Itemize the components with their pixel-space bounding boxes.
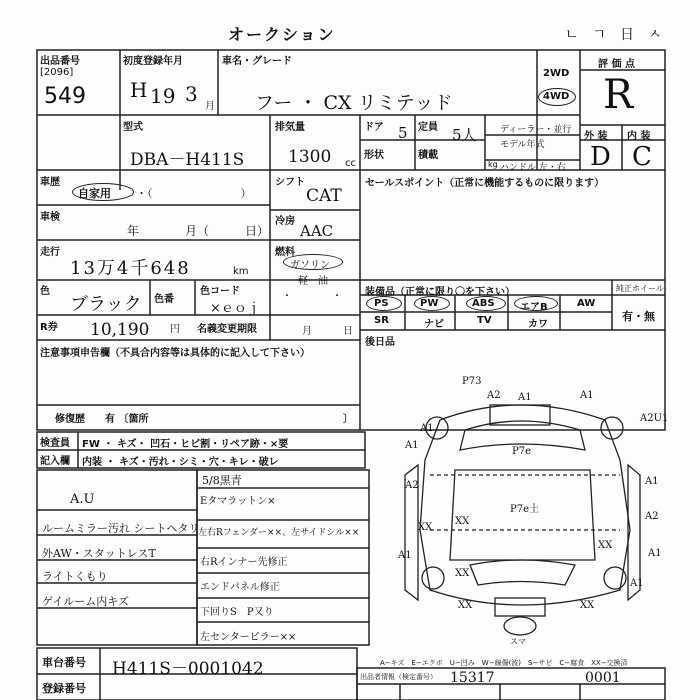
notes-label: 注意事項申告欄（不具合内容等は具体的に記入して下さい）: [40, 348, 310, 359]
remark-left-0: A.U: [70, 492, 95, 507]
inspector-label1: 検査員: [40, 438, 70, 449]
exterior-label: 外 装: [584, 131, 608, 142]
interior-label: 内 装: [627, 131, 651, 142]
diagram-mark: A2: [405, 480, 419, 491]
remark-left-1: ルームミラー汚れ シートヘタリ: [42, 522, 200, 535]
remark-right-4: エンドパネル修正: [200, 582, 280, 593]
registration-month: 3: [185, 82, 198, 106]
fuel-options: 軽 油: [298, 276, 328, 287]
equip-airbag-circle: [514, 296, 558, 311]
recycle-unit: 円: [170, 324, 180, 335]
displacement-label: 排気量: [275, 122, 305, 133]
inspector-label2: 記入欄: [40, 456, 70, 467]
color-code2-label: 色コード: [200, 286, 240, 297]
recycle-label: R券: [40, 322, 58, 333]
repair-history: 修復歴 有 〔箇所: [55, 414, 149, 425]
fuel-value: ガソリン: [290, 260, 330, 271]
inspection-label: 車検: [40, 212, 60, 223]
load-label: 積載: [418, 150, 438, 161]
remark-right-3: 右Rインナー先修正: [200, 557, 288, 568]
equip-ps: PS: [374, 298, 389, 309]
reg-change-month: 月: [302, 326, 312, 337]
type-value: DBA－H411S: [130, 150, 245, 170]
shape-label: 形状: [364, 150, 384, 161]
chassis-value: H411S－0001042: [112, 659, 264, 679]
diagram-mark: XX: [458, 600, 473, 611]
handle-label: ハンドル 左・右: [500, 163, 566, 173]
shift-value: CAT: [306, 186, 342, 206]
lot-label: 出品番号: [40, 56, 80, 67]
usage-label: 車歴: [40, 177, 60, 188]
remark-right-1: Eタマラットン×: [200, 496, 276, 507]
equip-airbag: エアB: [520, 302, 548, 313]
equip-pw: PW: [420, 298, 439, 309]
footer-label: 出品者情報（検定番号）: [360, 673, 437, 681]
diagram-mark: A2: [487, 390, 501, 401]
equip-aw: AW: [577, 298, 596, 309]
footer-value-0: 15317: [450, 670, 495, 686]
chassis-label: 車台番号: [42, 656, 86, 669]
footer-value-1: 0001: [585, 670, 621, 686]
diagram-mark: XX: [455, 516, 470, 527]
diagram-mark: P73: [462, 376, 482, 387]
diagram-mark: A2: [645, 511, 659, 522]
cooling-value: AAC: [300, 222, 334, 240]
displacement-unit: cc: [345, 158, 356, 169]
equip-abs-circle: [466, 296, 506, 311]
equip-pw-circle: [414, 296, 450, 311]
inspector-row2: 内装 ・ キズ・汚れ・シミ・穴・キレ・破レ: [82, 457, 279, 468]
interior-value: C: [632, 142, 652, 172]
exterior-value: D: [590, 142, 611, 172]
shift-label: シフト: [275, 177, 305, 188]
diagram-mark: A1: [398, 550, 412, 561]
inspector-row1: FW ・ キズ・ 凹石・ヒビ割・リペア跡・×要: [82, 439, 289, 450]
remark-right-2: 左右Rフェンダー××、左サイドシル××: [198, 528, 360, 538]
model-label: 車名・グレード: [222, 56, 292, 67]
fuel-label: 燃料: [275, 247, 295, 258]
remark-left-4: ゲイルーム内キズ: [42, 595, 130, 608]
equip-tv: TV: [477, 315, 492, 326]
repair-history-end: 〕: [343, 414, 353, 425]
mileage-value: 13万4千648: [70, 258, 191, 279]
rating-value: R: [603, 72, 634, 118]
lot-number: 549: [44, 84, 86, 109]
diagram-mark: P7e土: [510, 504, 540, 515]
diagram-mark: スマ: [510, 637, 526, 646]
reg-change-label: 名義変更期限: [197, 324, 257, 335]
inspection-day: 日）: [245, 224, 270, 238]
registration-label: 初度登録年月: [123, 56, 183, 67]
remark-right-5: 下回りS P又り: [200, 607, 274, 618]
doors-label: ドア: [364, 122, 384, 133]
diagram-mark: A1: [630, 578, 644, 589]
doors-value: 5: [398, 124, 408, 142]
remark-left-2: 外AW・スタットレスT: [42, 547, 156, 560]
reg-change-day: 日: [343, 326, 353, 337]
cooling-label: 冷房: [275, 216, 295, 227]
rating-label: 評 価 点: [598, 59, 635, 70]
equip-sr: SR: [374, 315, 389, 326]
diagram-mark: P7e: [512, 446, 532, 457]
equipment-label: 装備品（正常に限り〇を下さい）: [365, 287, 515, 298]
equip-abs: ABS: [472, 298, 495, 309]
fuel-dots: ・ ・: [282, 291, 342, 302]
diagram-mark: A1: [405, 440, 419, 451]
diagram-mark: XX: [580, 600, 595, 611]
sales-point-label: セールスポイント（正常に機能するものに限ります）: [365, 178, 605, 189]
equip-leather: カワ: [528, 319, 548, 330]
recycle-value: 10,190: [90, 320, 150, 340]
type-label: 型式: [123, 122, 143, 133]
usage-paren: ・（ ）: [136, 187, 252, 200]
diagram-mark: A1: [645, 476, 659, 487]
mileage-label: 走行: [40, 247, 60, 258]
color-code-label: 色番: [154, 294, 174, 305]
displacement-value: 1300: [288, 147, 332, 167]
dealer-label: ディーラー・並行: [500, 125, 572, 135]
diagram-mark: XX: [455, 568, 470, 579]
diagram-mark: A1: [580, 390, 594, 401]
usage-value: 自家用: [78, 187, 111, 200]
after-sale-label: 後日品: [365, 337, 395, 348]
load-unit: kg: [488, 160, 498, 169]
remark-right-6: 左センターピラー××: [200, 632, 297, 643]
wheel-label: 純正ホイール: [616, 284, 664, 293]
diagram-mark: XX: [418, 522, 433, 533]
capacity-value: 5人: [452, 126, 477, 144]
capacity-label: 定員: [418, 122, 438, 133]
inspection-month: 月（: [185, 224, 210, 238]
diagram-mark: XX: [598, 540, 613, 551]
registration-month-unit: 月: [205, 101, 215, 112]
model-year-label: モデル年式: [500, 140, 545, 150]
drive-4wd: 4WD: [543, 91, 570, 102]
lot-code: [2096]: [40, 67, 74, 78]
model-value: フー ・ CX リミテッド: [255, 92, 453, 114]
registration-year: 19: [150, 84, 176, 108]
page-mark: ㄴ ㄱ 日 ㅅ: [565, 27, 662, 43]
mileage-unit: km: [233, 266, 249, 277]
color-value: ブラック: [70, 294, 142, 315]
car-diagram: [405, 405, 640, 635]
registration-era: H: [130, 78, 148, 102]
color-label: 色: [40, 286, 50, 297]
registration-number-label: 登録番号: [42, 682, 86, 695]
equip-navi: ナビ: [424, 319, 444, 330]
auction-title: オークション: [228, 25, 336, 44]
drive-2wd: 2WD: [543, 68, 570, 79]
inspection-year: 年: [127, 224, 140, 238]
wheel-value: 有・無: [622, 310, 655, 323]
diagram-mark: A1: [518, 392, 532, 403]
equip-ps-circle: [366, 296, 402, 311]
color-code2-value: ×ｅｏｊ: [210, 301, 260, 316]
remark-left-3: ライトくもり: [42, 570, 108, 583]
remark-right-0: 5/8黒青: [202, 474, 242, 487]
diagram-mark: A2U1: [640, 413, 669, 424]
damage-legend: A−キズ E−エクボ U−凹み W−線傷(波) S−サビ C−腐食 XX−交換済: [380, 659, 628, 667]
diagram-mark: A1: [648, 548, 662, 559]
diagram-mark: A1: [420, 423, 434, 434]
